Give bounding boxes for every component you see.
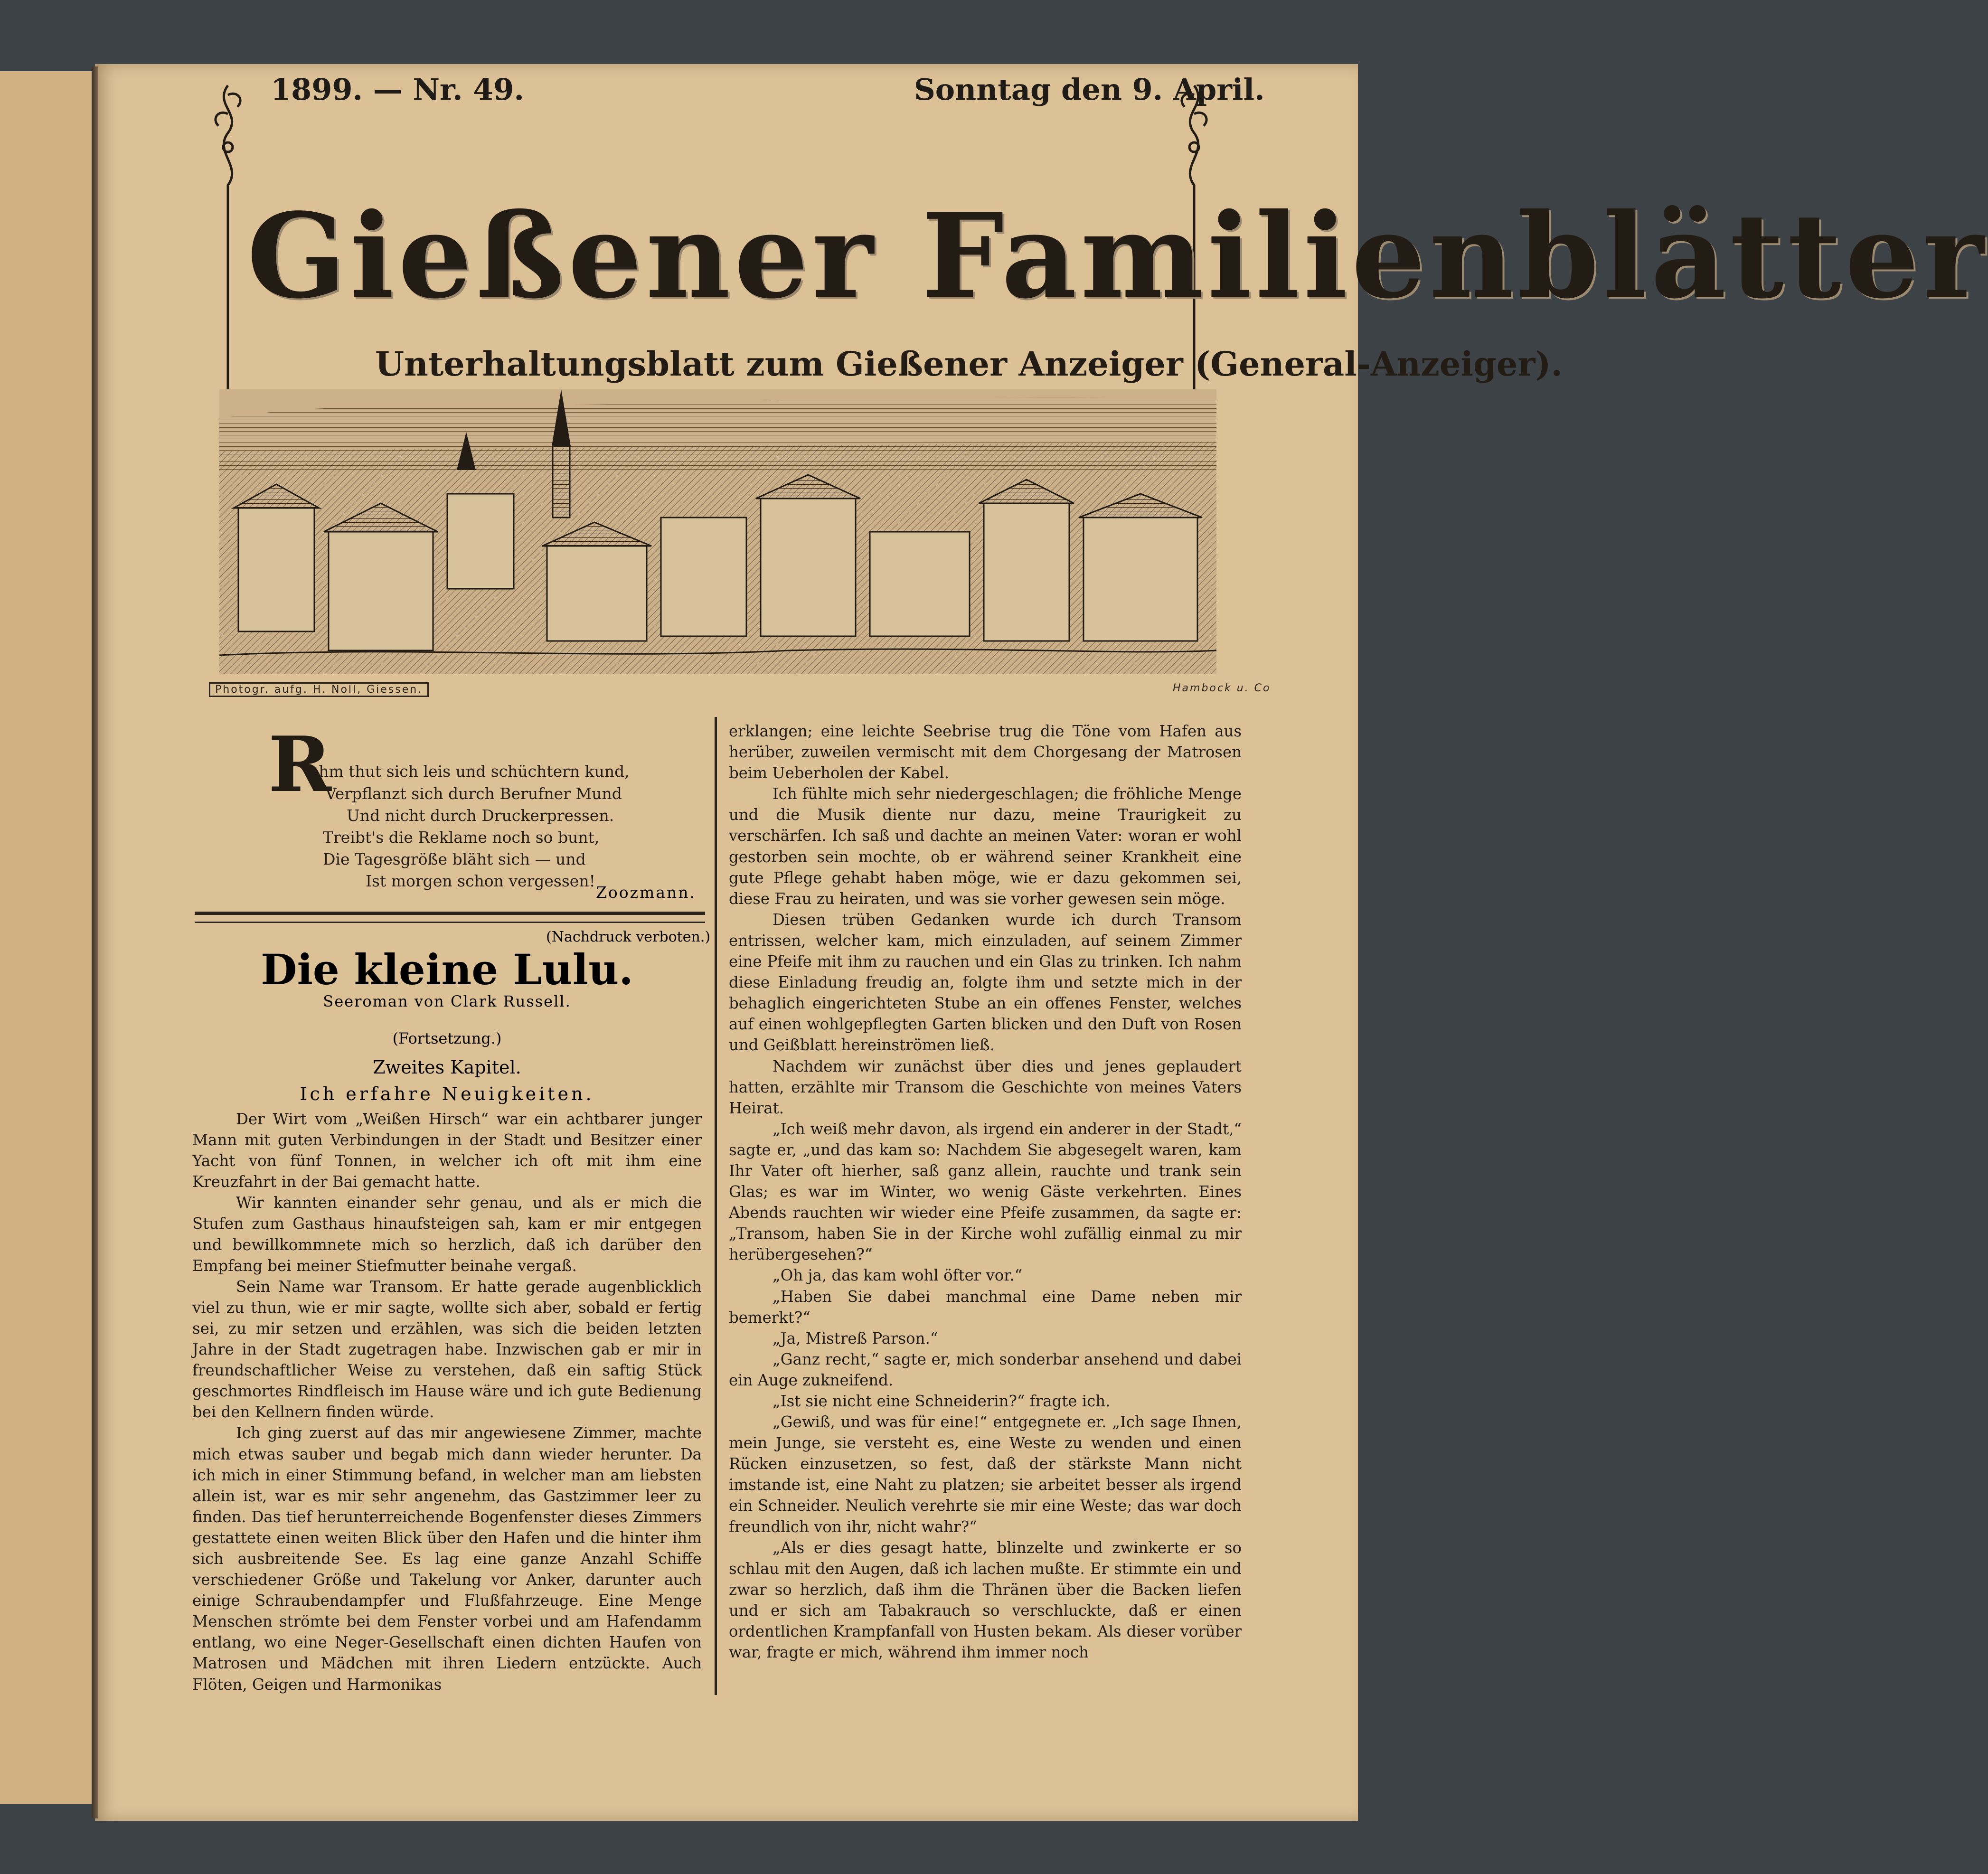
binding-gutter	[92, 66, 98, 1818]
reprint-notice: (Nachdruck verboten.)	[546, 929, 711, 945]
column-rule	[715, 717, 717, 1695]
city-panorama-engraving	[219, 389, 1216, 674]
poem-author: Zoozmann.	[596, 883, 697, 902]
poem-line: Ist morgen schon vergessen!	[366, 872, 595, 890]
paragraph: Ich ging zuerst auf das mir angewiesene Zimmer, machte mich etwas sauber und begab mich dann wieder herunter. Da ich mich in einer Stimmung befand, in welcher man am liebsten allein ist, war es mir sehr angenehm, das Gastzimmer leer zu finden. Das tief herunterreichende Bogenfenster dieses Zimmers gestattete einen weiten Blick über den Hafen und die hinter ihm sich ausbreitende See. Es lag eine ganze Anzahl Schiffe verschiedener Größe und Takelung vor Anker, darunter auch einige Schraubendampfer und Flußfahrzeuge. Eine Menge Menschen strömte bei dem Fenster vorbei und am Hafendamm entlang, wo eine Neger-Gesellschaft einen dichten Haufen von Matrosen und Mädchen mit ihren Liedern entzückte. Auch Flöten, Geigen und Harmonikas	[192, 1424, 702, 1694]
facing-page-edge	[0, 71, 95, 1804]
poem-line: Die Tagesgröße bläht sich — und	[323, 850, 586, 868]
newspaper-subtitle: Unterhaltungsblatt zum Gießener Anzeiger (General-Anzeiger).	[375, 344, 1563, 384]
poem-line: uhm thut sich leis und schüchtern kund,	[309, 762, 630, 781]
paragraph: „Gewiß, und was für eine!“ entgegnete er. „Ich sage Ihnen, mein Junge, sie versteht es, eine Weste zu wenden und einen Rücken einzusetzen, so fest, daß der stärkste Mann nicht imstande ist, eine Naht zu platzen; sie arbeitet besser als irgend ein Schneider. Neulich verehrte sie mir eine Weste; das war doch freundlich von ihr, nicht wahr?“	[729, 1413, 1242, 1536]
paragraph: erklangen; eine leichte Seebrise trug die Töne vom Hafen aus herüber, zuweilen vermischt mit dem Chorgesang der Matrosen beim Ueberholen der Kabel.	[729, 722, 1242, 782]
poem-line: Treibt's die Reklame noch so bunt,	[323, 828, 600, 847]
paragraph: Ich fühlte mich sehr niedergeschlagen; die fröhliche Menge und die Musik diente nur dazu, meine Traurigkeit zu verschärfen. Ich saß und dachte an meinen Vater: woran er wohl gestorben sein mochte, ob er während seiner Krankheit eine gute Pflege gehabt haben möge, wie er dazu gekommen sei, diese Frau zu heiraten, und was sie vorher gewesen sein möge.	[729, 785, 1242, 908]
paragraph: „Ja, Mistreß Parson.“	[773, 1329, 938, 1347]
poem	[192, 719, 702, 914]
paragraph: „Ich weiß mehr davon, als irgend ein anderer in der Stadt,“ sagte er, „und das kam so: Nachdem Sie abgesegelt waren, kam Ihr Vater oft hierher, saß ganz allein, rauchte und trank sein Glas; es war im Winter, wo wenig Gäste verkehrten. Eines Abends rauchten wir wieder eine Pfeife zusammen, da sagte er: „Transom, haben Sie in der Kirche wohl zufällig einmal zu mir herübergesehen?“	[729, 1120, 1242, 1264]
paragraph: Sein Name war Transom. Er hatte gerade augenblicklich viel zu thun, wie er mir sagte, wollte sich aber, sobald er fertig sei, zu mir setzen und erzählen, was sich die beiden letzten Jahre in der Stadt zugetragen habe. Inzwischen gab er mir in freundschaftlicher Weise zu verstehen, daß ein saftig Stück geschmortes Rindfleisch im Hause wäre und ich gute Bedienung bei den Kellnern finden würde.	[192, 1277, 702, 1422]
poem-line: Verpflanzt sich durch Berufner Mund	[325, 784, 622, 803]
continuation-label: (Fortsetzung.)	[392, 1029, 502, 1047]
poem-dropcap: R	[268, 720, 331, 809]
chapter-label: Zweites Kapitel.	[373, 1057, 521, 1078]
issue-date: Sonntag den 9. April.	[914, 72, 1265, 107]
engraver-credit: Hambock u. Co	[1173, 682, 1271, 694]
chapter-title: Ich erfahre Neuigkeiten.	[300, 1083, 594, 1104]
paragraph: Nachdem wir zunächst über dies und jenes geplaudert hatten, erzählte mir Transom die Geschichte von meines Vaters Heirat.	[729, 1057, 1242, 1117]
left-column-text	[192, 1109, 702, 1695]
paragraph: Wir kannten einander sehr genau, und als er mich die Stufen zum Gasthaus hinaufsteigen sah, kam er mir entgegen und bewillkommnete mich so herzlich, daß ich darüber den Empfang bei meiner Stiefmutter beinahe vergaß.	[192, 1194, 702, 1275]
paragraph: „Haben Sie dabei manchmal eine Dame neben mir bemerkt?“	[729, 1287, 1242, 1327]
story-title: Die kleine Lulu.	[261, 945, 633, 994]
paragraph: „Oh ja, das kam wohl öfter vor.“	[773, 1266, 1023, 1285]
photo-credit: Photogr. aufg. H. Noll, Giessen.	[209, 682, 429, 697]
story-subtitle: Seeroman von Clark Russell.	[323, 992, 571, 1010]
issue-number: 1899. — Nr. 49.	[271, 72, 524, 107]
poem-line: Und nicht durch Druckerpressen.	[347, 806, 614, 825]
paragraph: Der Wirt vom „Weißen Hirsch“ war ein achtbarer junger Mann mit guten Verbindungen in der Stadt und Besitzer einer Yacht von fünf Tonnen, in welcher ich oft mit ihm eine Kreuzfahrt in der Bai gemacht hatte.	[192, 1110, 702, 1191]
newspaper-title: Gießener Familienblätter	[247, 188, 1988, 324]
section-divider	[195, 912, 705, 923]
poem-block	[192, 719, 702, 914]
paragraph: „Ganz recht,“ sagte er, mich sonderbar ansehend und dabei ein Auge zukneifend.	[729, 1350, 1242, 1389]
paragraph: „Als er dies gesagt hatte, blinzelte und zwinkerte er so schlau mit den Augen, daß ich lachen mußte. Er stimmte ein und zwar so herzlich, daß ihm die Thränen über die Backen liefen und er sich am Tabakrauch so verschluckte, daß er einen ordentlichen Krampfanfall von Husten bekam. Als dieser vorüber war, fragte er mich, während ihm immer noch	[729, 1538, 1242, 1662]
paragraph: „Ist sie nicht eine Schneiderin?“ fragte ich.	[773, 1392, 1111, 1410]
paragraph: Diesen trüben Gedanken wurde ich durch Transom entrissen, welcher kam, mich einzuladen, auf seinem Zimmer eine Pfeife mit ihm zu rauchen und ein Glas zu trinken. Ich nahm diese Einladung freudig an, folgte ihm und setzte mich in der behaglich eingerichteten Stube an ein offenes Fenster, welches auf einen wohlgepflegten Garten blicken und den Duft von Rosen und Geißblatt hereinströmen ließ.	[729, 910, 1242, 1055]
right-column-text	[729, 721, 1242, 1663]
